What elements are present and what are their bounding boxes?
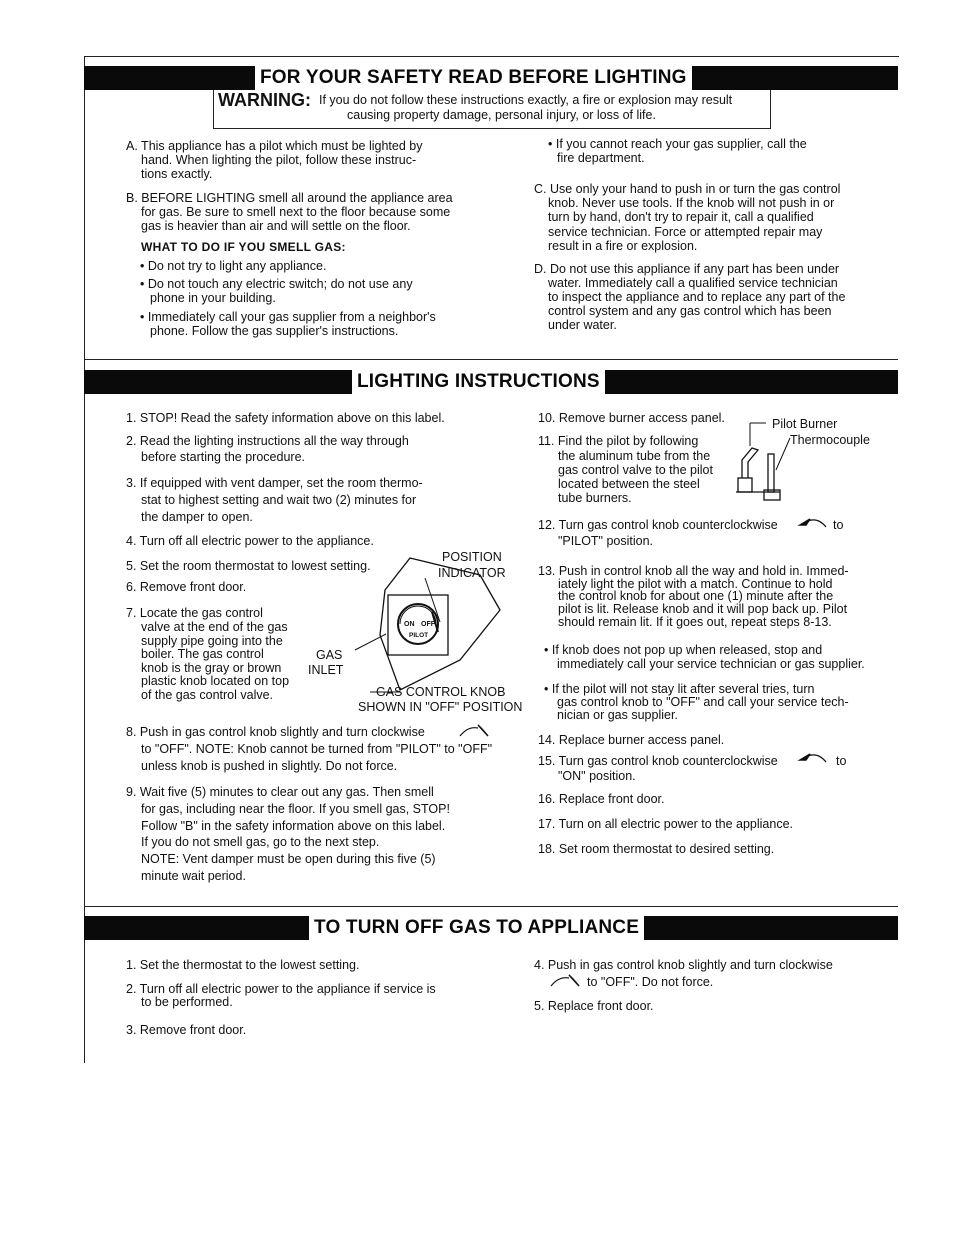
lighting-step: If you do not smell gas, go to the next step. — [141, 835, 380, 849]
section-divider — [84, 359, 898, 360]
turn-off-step: 5. Replace front door. — [534, 999, 654, 1013]
lighting-step: 10. Remove burner access panel. — [538, 411, 725, 425]
lighting-step: 12. Turn gas control knob counterclockwise — [538, 518, 778, 532]
safety-item-b: gas is heavier than air and will settle on the floor. — [141, 219, 411, 233]
bullet-item: • Do not touch any electric switch; do not use any — [140, 277, 413, 291]
turn-off-step: to "OFF". Do not force. — [587, 975, 714, 989]
clockwise-arrow-icon — [549, 974, 583, 988]
lighting-step: valve at the end of the gas — [141, 620, 288, 634]
lighting-step: 15. Turn gas control knob counterclockwise — [538, 754, 778, 768]
safety-title: FOR YOUR SAFETY READ BEFORE LIGHTING — [255, 66, 692, 90]
lighting-step: unless knob is pushed in slightly. Do not force. — [141, 759, 398, 773]
lighting-step: plastic knob located on top — [141, 674, 290, 688]
lighting-step: "PILOT" position. — [558, 534, 654, 548]
turn-off-header-bar — [84, 916, 898, 940]
safety-item-a: hand. When lighting the pilot, follow these instruc- — [141, 153, 417, 167]
lighting-step: 1. STOP! Read the safety information above on this label. — [126, 411, 445, 425]
bullet-item: phone in your building. — [150, 291, 276, 305]
lighting-step: the aluminum tube from the — [558, 449, 711, 463]
knob-caption: GAS CONTROL KNOB — [376, 685, 506, 699]
safety-item-d: water. Immediately call a qualified service technician — [548, 276, 838, 290]
knob-off-label: OFF — [421, 621, 435, 628]
lighting-step: 7. Locate the gas control — [126, 606, 263, 620]
lighting-step: 8. Push in gas control knob slightly and turn clockwise — [126, 725, 425, 739]
warning-box — [213, 90, 771, 129]
lighting-step: 3. If equipped with vent damper, set the room thermo- — [126, 476, 423, 490]
lighting-step: pilot is lit. Release knob and it will pop back up. Pilot — [558, 602, 848, 616]
lighting-step: NOTE: Vent damper must be open during this five (5) — [141, 852, 436, 866]
gas-inlet-label: INLET — [308, 663, 344, 677]
lighting-step: located between the steel — [558, 477, 700, 491]
warning-label: WARNING: — [218, 90, 311, 110]
lighting-step: gas control valve to the pilot — [558, 463, 713, 477]
lighting-step: the damper to open. — [141, 510, 253, 524]
lighting-step: Follow "B" in the safety information above on this label. — [141, 819, 446, 833]
lighting-header-bar — [84, 370, 898, 394]
safety-item-d: D. Do not use this appliance if any part has been under — [534, 262, 840, 276]
lighting-step: 14. Replace burner access panel. — [538, 733, 725, 747]
safety-item-b: for gas. Be sure to smell next to the floor because some — [141, 205, 451, 219]
lighting-title: LIGHTING INSTRUCTIONS — [352, 370, 605, 394]
lighting-step: knob is the gray or brown — [141, 661, 282, 675]
lighting-step: 17. Turn on all electric power to the appliance. — [538, 817, 794, 831]
safety-item-c: knob. Never use tools. If the knob will not push in or — [548, 196, 835, 210]
lighting-step: to — [836, 754, 847, 768]
safety-item-c: C. Use only your hand to push in or turn the gas control — [534, 182, 841, 196]
bullet-item: phone. Follow the gas supplier's instructions. — [150, 324, 399, 338]
lighting-step: "ON" position. — [558, 769, 636, 783]
bullet-item: immediately call your service technician or gas supplier. — [557, 657, 865, 671]
turn-off-title: TO TURN OFF GAS TO APPLIANCE — [309, 916, 644, 940]
safety-item-b: B. BEFORE LIGHTING smell all around the appliance area — [126, 191, 453, 205]
knob-caption: SHOWN IN "OFF" POSITION — [358, 700, 523, 714]
lighting-step: 4. Turn off all electric power to the appliance. — [126, 534, 374, 548]
lighting-step: to — [833, 518, 844, 532]
lighting-step: tube burners. — [558, 491, 632, 505]
lighting-step: boiler. The gas control — [141, 647, 264, 661]
section-divider — [84, 906, 898, 907]
bullet-item: • Immediately call your gas supplier from a neighbor's — [140, 310, 436, 324]
counterclockwise-arrow-icon — [798, 752, 828, 766]
lighting-step: 9. Wait five (5) minutes to clear out any gas. Then smell — [126, 785, 434, 799]
turn-off-step: 4. Push in gas control knob slightly and turn clockwise — [534, 958, 833, 972]
counterclockwise-arrow-icon — [798, 517, 828, 531]
safety-item-c: result in a fire or explosion. — [548, 239, 698, 253]
lighting-step: 16. Replace front door. — [538, 792, 665, 806]
safety-item-c: service technician. Force or attempted repair may — [548, 225, 823, 239]
lighting-step: minute wait period. — [141, 869, 246, 883]
bullet-item: • If knob does not pop up when released, stop and — [544, 643, 823, 657]
bullet-item: • If you cannot reach your gas supplier, call the — [548, 137, 807, 151]
lighting-step: the control knob for about one (1) minute after the — [558, 589, 834, 603]
warning-text: If you do not follow these instructions exactly, a fire or explosion may result — [319, 93, 733, 107]
thermocouple-label: Thermocouple — [790, 433, 870, 447]
lighting-step: before starting the procedure. — [141, 450, 305, 464]
safety-item-d: under water. — [548, 318, 617, 332]
safety-item-a: A. This appliance has a pilot which must be lighted by — [126, 139, 423, 153]
bullet-item: gas control knob to "OFF" and call your service tech- — [557, 695, 849, 709]
lighting-step: stat to highest setting and wait two (2) minutes for — [141, 493, 417, 507]
position-indicator-label: POSITION — [442, 550, 502, 564]
safety-item-c: turn by hand, don't try to repair it, call a qualified — [548, 210, 814, 224]
smell-gas-heading: WHAT TO DO IF YOU SMELL GAS: — [141, 240, 346, 254]
lighting-step: to "OFF". NOTE: Knob cannot be turned from "PILOT" to "OFF" — [141, 742, 493, 756]
turn-off-step: to be performed. — [141, 995, 233, 1009]
gas-inlet-label: GAS — [316, 648, 343, 662]
safety-item-d: to inspect the appliance and to replace any part of the — [548, 290, 846, 304]
position-indicator-label: INDICATOR — [438, 566, 506, 580]
turn-off-step: 2. Turn off all electric power to the appliance if service is — [126, 982, 436, 996]
lighting-step: of the gas control valve. — [141, 688, 274, 702]
bullet-item: fire department. — [557, 151, 645, 165]
lighting-step: 18. Set room thermostat to desired setting. — [538, 842, 775, 856]
turn-off-step: 1. Set the thermostat to the lowest setting. — [126, 958, 360, 972]
knob-on-label: ON — [404, 621, 415, 628]
safety-item-a: tions exactly. — [141, 167, 213, 181]
clockwise-arrow-icon — [458, 724, 492, 738]
bullet-item: • If the pilot will not stay lit after several tries, turn — [544, 682, 815, 696]
safety-header-bar — [84, 66, 898, 90]
lighting-step: should remain lit. If it goes out, repeat steps 8-13. — [558, 615, 832, 629]
lighting-step: 13. Push in control knob all the way and hold in. Immed- — [538, 564, 849, 578]
knob-pilot-label: PILOT — [409, 632, 429, 639]
lighting-step: iately light the pilot with a match. Continue to hold — [558, 577, 833, 591]
bullet-item: • Do not try to light any appliance. — [140, 259, 327, 273]
pilot-burner-label: Pilot Burner — [772, 417, 838, 431]
safety-item-d: control system and any gas control which has been — [548, 304, 832, 318]
lighting-step: 2. Read the lighting instructions all the way through — [126, 434, 409, 448]
lighting-step: 6. Remove front door. — [126, 580, 247, 594]
bullet-item: nician or gas supplier. — [557, 708, 678, 722]
lighting-step: 5. Set the room thermostat to lowest setting. — [126, 559, 371, 573]
lighting-step: supply pipe going into the — [141, 634, 283, 648]
lighting-step: 11. Find the pilot by following — [538, 434, 699, 448]
warning-text: causing property damage, personal injury, or loss of life. — [347, 108, 656, 122]
lighting-step: for gas, including near the floor. If you smell gas, STOP! — [141, 802, 450, 816]
turn-off-step: 3. Remove front door. — [126, 1023, 247, 1037]
